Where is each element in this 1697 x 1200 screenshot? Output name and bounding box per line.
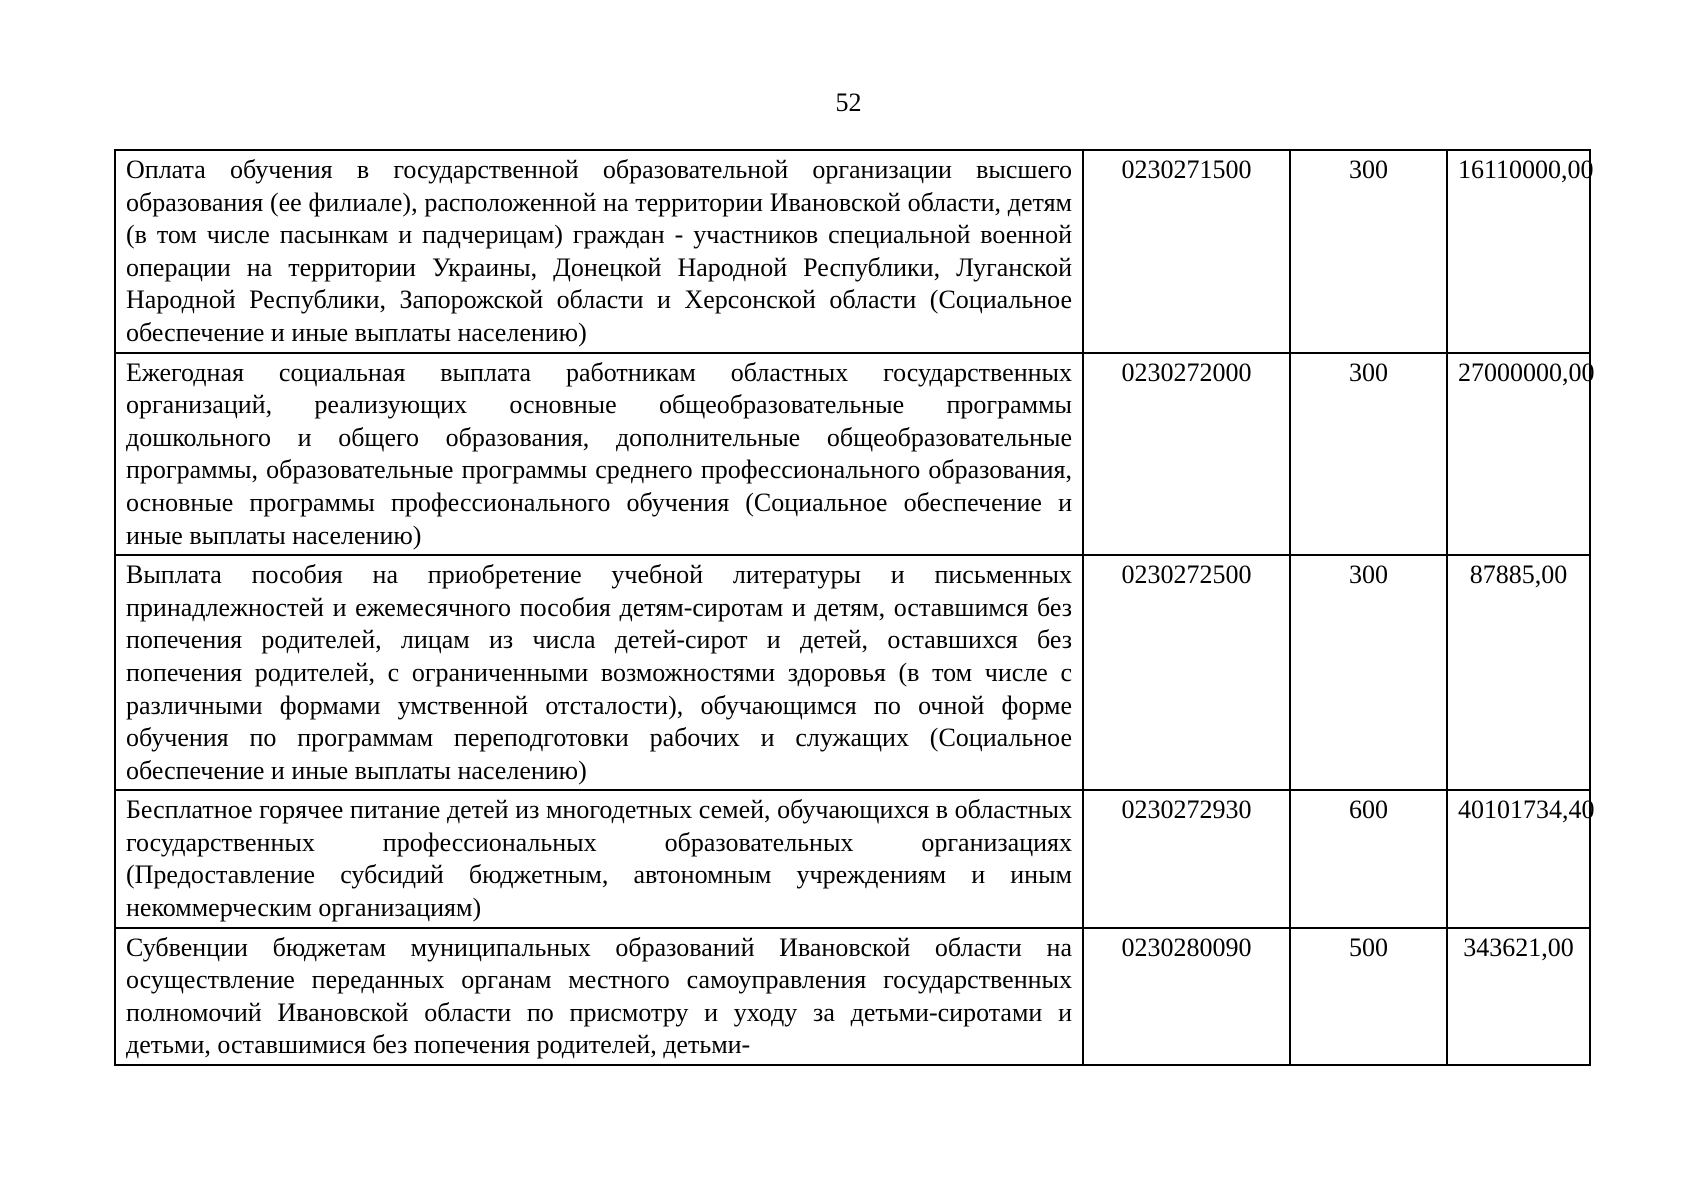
budget-table [114,149,1595,1066]
row-amount: 16110000,00 [1447,150,1590,353]
row-description: Оплата обучения в государственной образовательной организации высшего образования (ее филиале), расположенной на территории Ивановской области, детям (в том числе пасынкам и падчерицам) граждан - участников специальной военной операции на территории Украины, Донецкой Народной Республики, Луганской Народной Республики, Запорожской области и Херсонской области (Социальное обеспечение и иные выплаты населению) [115,150,1083,353]
page-number: 52 [835,88,862,117]
table-row [115,928,1590,1065]
row-code: 0230280090 [1083,928,1290,1065]
row-expense-type: 600 [1290,790,1447,927]
row-amount: 27000000,00 [1447,353,1590,556]
table-row [115,555,1590,790]
row-code: 0230272930 [1083,790,1290,927]
row-expense-type: 300 [1290,353,1447,556]
row-expense-type: 300 [1290,555,1447,790]
row-description: Ежегодная социальная выплата работникам областных государственных организаций, реализующих основные общеобразовательные программы дошкольного и общего образования, дополнительные общеобразовательные программы, образовательные программы среднего профессионального образования, основные программы профессионального обучения (Социальное обеспечение и иные выплаты населению) [115,353,1083,556]
table-row [115,353,1590,556]
row-code: 0230271500 [1083,150,1290,353]
row-description: Выплата пособия на приобретение учебной литературы и письменных принадлежностей и ежемесячного пособия детям-сиротам и детям, оставшимся без попечения родителей, лицам из числа детей-сирот и детей, оставшихся без попечения родителей, с ограниченными возможностями здоровья (в том числе с различными формами умственной отсталости), обучающимся по очной форме обучения по программам переподготовки рабочих и служащих (Социальное обеспечение и иные выплаты населению) [115,555,1083,790]
row-amount: 40101734,40 [1447,790,1590,927]
row-amount: 343621,00 [1447,928,1590,1065]
row-description: Бесплатное горячее питание детей из многодетных семей, обучающихся в областных государственных профессиональных образовательных организациях (Предоставление субсидий бюджетным, автономным учреждениям и иным некоммерческим организациям) [115,790,1083,927]
row-expense-type: 500 [1290,928,1447,1065]
table-row [115,790,1590,927]
row-expense-type: 300 [1290,150,1447,353]
table-row [115,150,1590,353]
row-amount: 87885,00 [1447,555,1590,790]
row-code: 0230272500 [1083,555,1290,790]
row-description: Субвенции бюджетам муниципальных образований Ивановской области на осуществление переданных органам местного самоуправления государственных полномочий Ивановской области по присмотру и уходу за детьми-сиротами и детьми, оставшимися без попечения родителей, детьми- [115,928,1083,1065]
row-code: 0230272000 [1083,353,1290,556]
